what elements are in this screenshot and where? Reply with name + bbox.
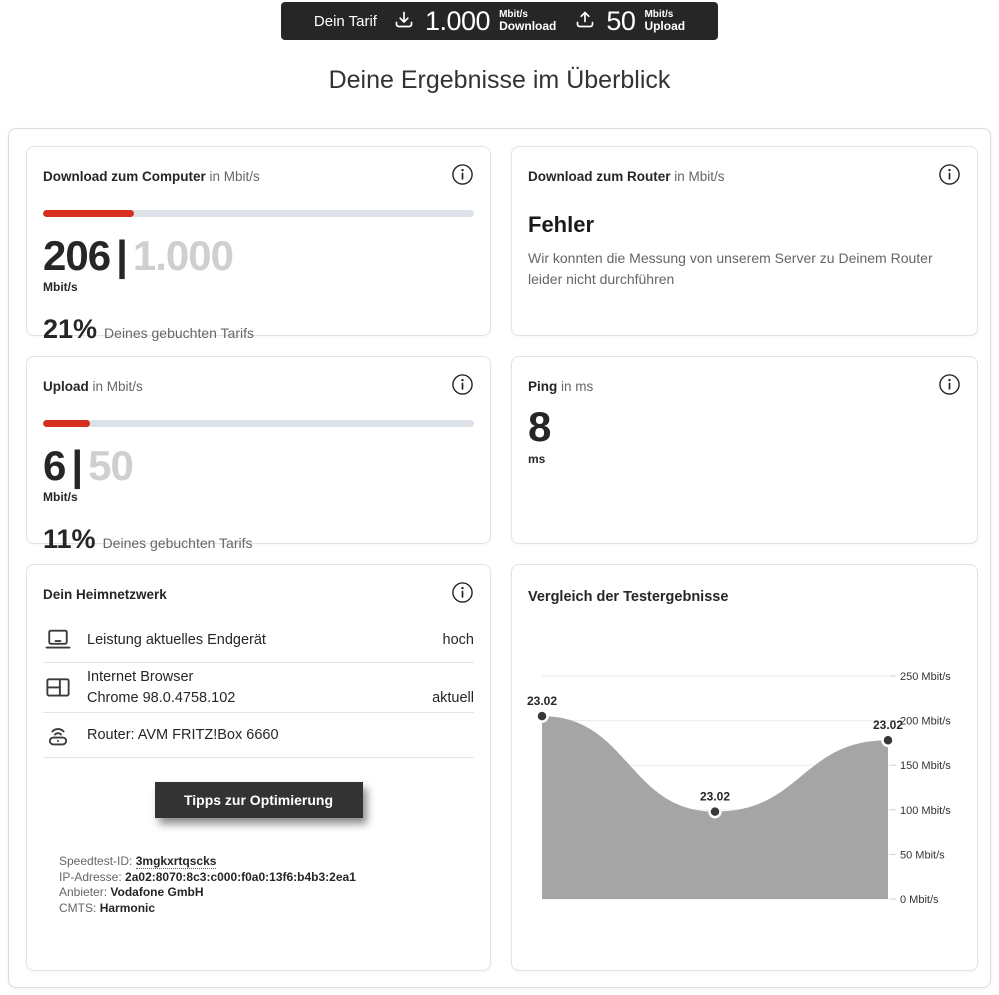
router-icon bbox=[43, 720, 73, 750]
card-download-router-title: Download zum Router in Mbit/s bbox=[528, 169, 725, 184]
home-network-row-router: Router: AVM FRITZ!Box 6660 bbox=[43, 713, 474, 757]
page-title: Deine Ergebnisse im Überblick bbox=[328, 66, 671, 94]
cmts-line: CMTS: Harmonic bbox=[59, 900, 156, 915]
card-download-computer bbox=[26, 146, 491, 344]
upload-icon bbox=[573, 9, 597, 33]
card-download-computer-title: Download zum Computer in Mbit/s bbox=[43, 169, 260, 184]
svg-text:0 Mbit/s: 0 Mbit/s bbox=[900, 894, 939, 906]
svg-text:200 Mbit/s: 200 Mbit/s bbox=[900, 715, 951, 728]
card-upload-title: Upload in Mbit/s bbox=[43, 379, 143, 394]
download-percent-row: 21% Deines gebuchten Tarifs bbox=[43, 314, 254, 344]
info-icon[interactable] bbox=[938, 373, 961, 396]
download-progress-track bbox=[43, 210, 474, 217]
speedtest-id-line: Speedtest-ID: 3mgkxrtqscks bbox=[59, 854, 217, 868]
info-icon[interactable] bbox=[451, 373, 474, 396]
download-result-value: 206 | 1.000 bbox=[43, 232, 233, 279]
home-network-row-browser: Internet Browser Chrome 98.0.4758.102 aktuell bbox=[43, 663, 474, 712]
card-ping bbox=[511, 356, 978, 544]
upload-result-unit: Mbit/s bbox=[43, 490, 78, 504]
results-container bbox=[8, 128, 991, 988]
home-network-row-device: Leistung aktuelles Endgerät hoch bbox=[43, 618, 474, 662]
card-test-comparison bbox=[511, 564, 978, 971]
svg-text:23.02: 23.02 bbox=[699, 789, 731, 804]
browser-icon bbox=[43, 673, 73, 703]
ping-value: 8 bbox=[528, 403, 552, 450]
tariff-download-value: 1.000 bbox=[424, 5, 491, 36]
download-icon bbox=[392, 9, 416, 33]
svg-text:50 Mbit/s: 50 Mbit/s bbox=[900, 849, 945, 862]
speedtest-id-value[interactable]: 3mgkxrtqscks bbox=[135, 854, 217, 868]
tariff-upload-value: 50 bbox=[606, 5, 636, 36]
browser-status: aktuell bbox=[432, 690, 474, 706]
upload-percent-row: 11% Deines gebuchten Tarifs bbox=[43, 524, 253, 554]
card-home-network bbox=[26, 564, 491, 971]
upload-progress-fill bbox=[43, 420, 90, 427]
info-icon[interactable] bbox=[938, 163, 961, 186]
tariff-download-unit: Mbit/s Download bbox=[499, 8, 557, 33]
card-ping-title: Ping in ms bbox=[528, 379, 594, 394]
svg-text:250 Mbit/s: 250 Mbit/s bbox=[900, 671, 951, 683]
card-download-router bbox=[511, 146, 978, 336]
svg-text:100 Mbit/s: 100 Mbit/s bbox=[900, 804, 951, 817]
laptop-icon bbox=[43, 625, 73, 655]
ip-address-line: IP-Adresse: 2a02:8070:8c3:c000:f0a0:13f6:b4b3:2ea1 bbox=[59, 869, 356, 884]
device-status: hoch bbox=[442, 632, 474, 648]
router-error-message: Wir konnten die Messung von unserem Server zu Deinem Router leider nicht durchführen bbox=[528, 250, 933, 287]
divider bbox=[43, 757, 474, 758]
home-network-title: Dein Heimnetzwerk bbox=[43, 587, 167, 602]
info-icon[interactable] bbox=[451, 163, 474, 186]
comparison-chart-title: Vergleich der Testergebnisse bbox=[528, 589, 729, 605]
tips-button[interactable]: Tipps zur Optimierung bbox=[155, 782, 363, 818]
svg-text:150 Mbit/s: 150 Mbit/s bbox=[900, 760, 951, 773]
test-details bbox=[59, 854, 474, 916]
upload-progress-track bbox=[43, 420, 474, 427]
tariff-bar bbox=[281, 2, 718, 40]
info-icon[interactable] bbox=[451, 581, 474, 604]
svg-text:23.02: 23.02 bbox=[872, 718, 904, 733]
download-result-unit: Mbit/s bbox=[43, 280, 78, 294]
tariff-label: Dein Tarif bbox=[313, 12, 377, 30]
ping-unit: ms bbox=[528, 452, 546, 466]
router-error-title: Fehler bbox=[528, 212, 595, 237]
card-upload bbox=[26, 356, 491, 554]
tariff-upload-unit: Mbit/s Upload bbox=[644, 8, 686, 33]
provider-line: Anbieter: Vodafone GmbH bbox=[59, 885, 204, 899]
upload-result-value: 6 | 50 bbox=[43, 442, 133, 489]
comparison-area-chart bbox=[528, 615, 965, 935]
download-progress-fill bbox=[43, 210, 134, 217]
svg-text:23.02: 23.02 bbox=[526, 694, 558, 709]
